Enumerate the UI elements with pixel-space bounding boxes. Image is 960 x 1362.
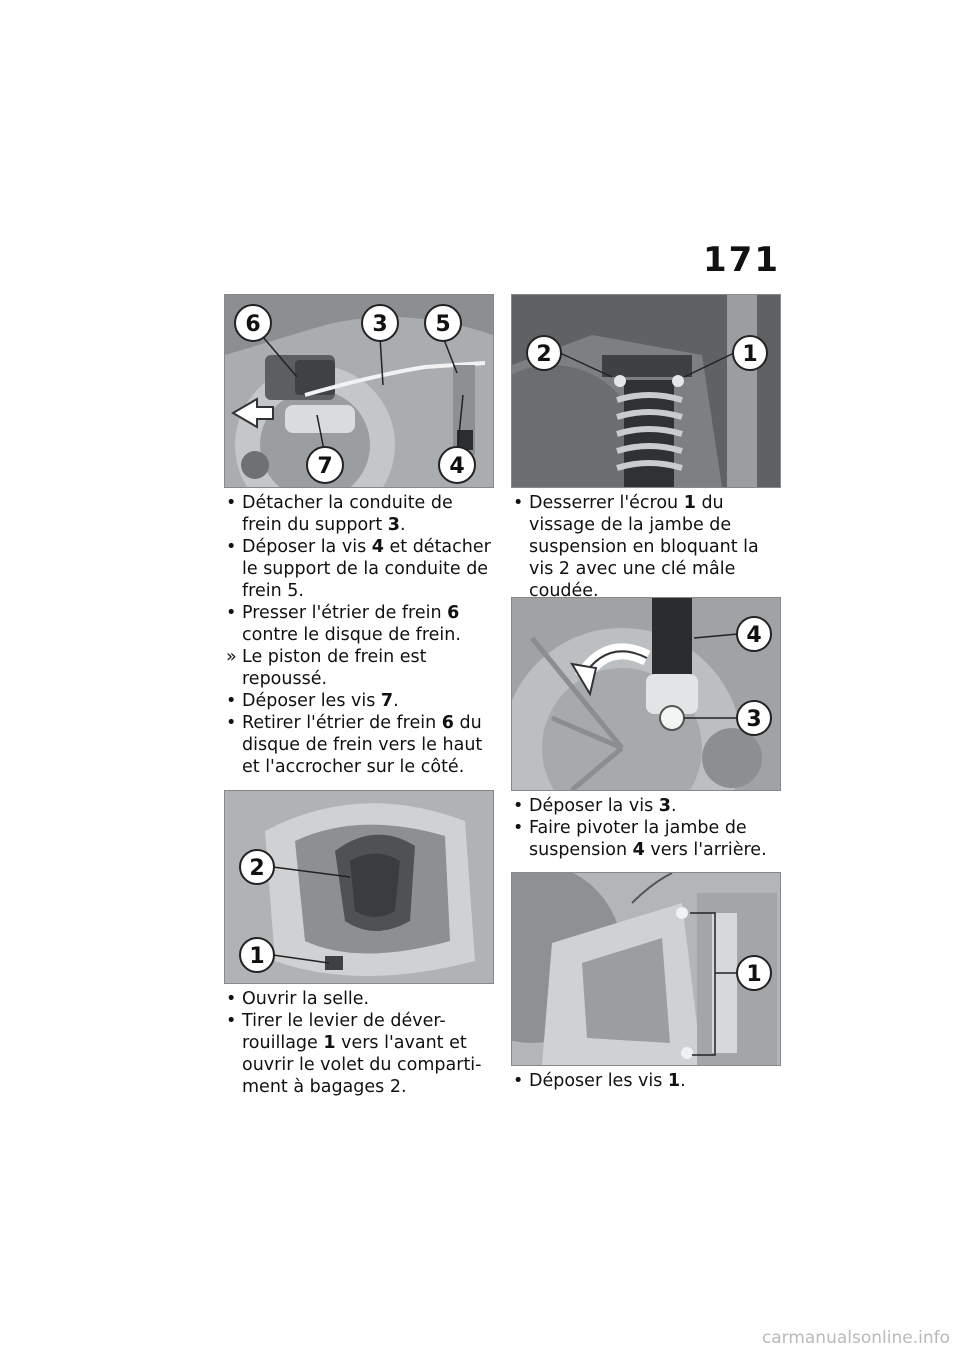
figure-luggage-compartment [224, 790, 494, 984]
shock-absorber-illustration [512, 295, 780, 487]
steps-luggage-compartment [224, 988, 494, 1098]
shock-pivot-illustration [512, 598, 780, 790]
step-item: • Déposer les vis 1. [513, 1071, 686, 1091]
step-item: • Desserrer l'écrou 1 du vissage de la jambe de suspension en bloquant la vis 2 avec une clé mâle coudée. [513, 493, 759, 601]
step-item: • Déposer la vis 3. [513, 796, 677, 816]
step-result: » Le piston de frein est repoussé. [226, 647, 427, 689]
callout-3: 3 [372, 312, 388, 337]
callout-1: 1 [249, 944, 265, 969]
steps-shock-pivot [511, 795, 781, 861]
step-item: • Presser l'étrier de frein 6 contre le disque de frein. [226, 603, 461, 645]
callout-3: 3 [746, 707, 762, 732]
figure-shock-absorber-bottom [511, 597, 781, 791]
step-item: • Tirer le levier de déver-rouillage 1 vers l'avant et ouvrir le volet du comparti-ment à bagages 2. [226, 1011, 482, 1097]
brake-caliper-illustration [225, 295, 493, 487]
callout-1: 1 [742, 342, 758, 367]
steps-shock-nut [511, 492, 781, 602]
page-number: 171 [703, 240, 780, 280]
steps-swing-arm [511, 1070, 781, 1092]
callout-2: 2 [536, 342, 552, 367]
figure-shock-absorber-top [511, 294, 781, 488]
step-item: • Détacher la conduite de frein du support 3. [226, 493, 453, 535]
steps-brake-caliper [224, 492, 494, 778]
step-item: • Faire pivoter la jambe de suspension 4 vers l'arrière. [513, 818, 767, 860]
figure-swing-arm-screws [511, 872, 781, 1066]
callout-4: 4 [449, 454, 465, 479]
step-item: • Ouvrir la selle. [226, 989, 370, 1009]
callout-1: 1 [746, 962, 762, 987]
figure-brake-caliper [224, 294, 494, 488]
callout-4: 4 [746, 623, 762, 648]
watermark: carmanualsonline.info [761, 1328, 950, 1348]
callout-2: 2 [249, 856, 265, 881]
step-item: • Retirer l'étrier de frein 6 du disque de frein vers le haut et l'accrocher sur le côté. [226, 713, 483, 777]
step-item: • Déposer la vis 4 et détacher le support de la conduite de frein 5. [226, 537, 491, 601]
step-item: • Déposer les vis 7. [226, 691, 399, 711]
swing-arm-illustration [512, 873, 780, 1065]
callout-6: 6 [245, 312, 261, 337]
callout-5: 5 [435, 312, 451, 337]
callout-7: 7 [317, 454, 333, 479]
luggage-compartment-illustration [225, 791, 493, 983]
